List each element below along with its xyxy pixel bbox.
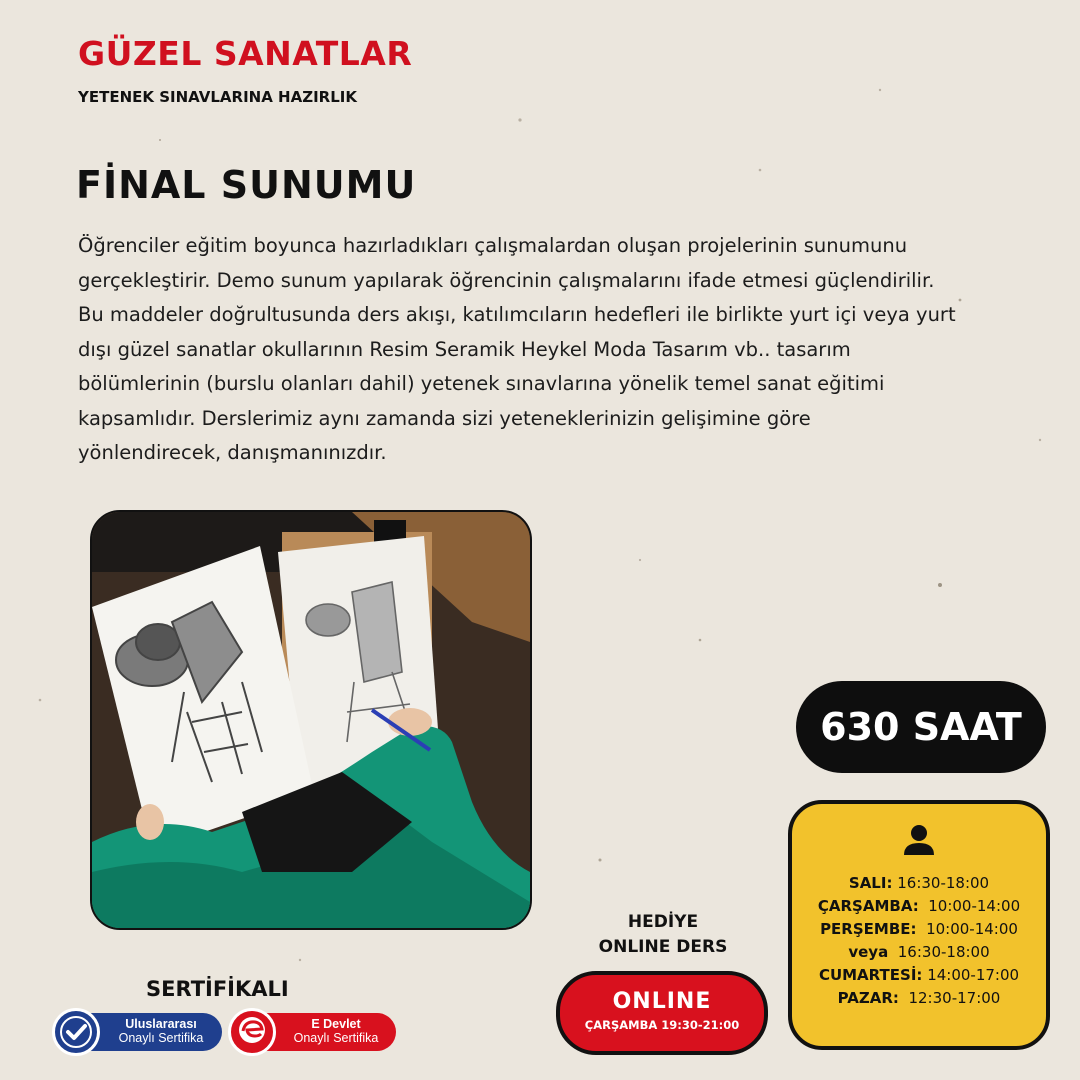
e-devlet-certificate-badge: E Devlet Onaylı Sertifika bbox=[246, 1013, 396, 1051]
total-hours-pill: 630 SAAT bbox=[796, 681, 1046, 773]
gift-online-lesson: HEDİYE ONLINE DERS bbox=[598, 912, 728, 957]
e-devlet-logo-icon bbox=[228, 1008, 276, 1056]
schedule-row: SALI: 16:30-18:00 bbox=[848, 874, 990, 892]
section-title: FİNAL SUNUMU bbox=[76, 163, 417, 207]
certificate-title: SERTİFİKALI bbox=[146, 977, 289, 1001]
international-certificate-badge: Uluslararası Onaylı Sertifika bbox=[70, 1013, 222, 1051]
schedule-list bbox=[792, 872, 1046, 1010]
online-label: ONLINE bbox=[612, 989, 712, 1014]
schedule-row: PAZAR: 12:30-17:00 bbox=[837, 989, 1001, 1007]
brand-subtitle: YETENEK SINAVLARINA HAZIRLIK bbox=[78, 88, 357, 106]
schedule-row: ÇARŞAMBA: 10:00-14:00 bbox=[817, 897, 1021, 915]
user-icon bbox=[902, 824, 936, 856]
brand-title: GÜZEL SANATLAR bbox=[78, 34, 413, 73]
online-class-button[interactable] bbox=[556, 971, 768, 1055]
schedule-row: PERŞEMBE: 10:00-14:00 bbox=[820, 920, 1018, 938]
drawing-photo bbox=[90, 510, 532, 930]
checkmark-icon bbox=[52, 1008, 100, 1056]
schedule-row: CUMARTESİ: 14:00-17:00 bbox=[818, 966, 1020, 984]
section-description: Öğrenciler eğitim boyunca hazırladıkları çalışmalardan oluşan projelerinin sunumunu gerçekleştirir. Demo sunum yapılarak öğrencinin çalışmalarını ifade etmesi güçlendirilir. Bu maddeler doğrultusunda ders akışı, katılımcıların hedefleri ile birlikte yurt içi veya yurt dışı güzel sanatlar okullarının Resim Seramik Heykel Moda Tasarım vb.. tasarım bölümlerinin (burslu olanları dahil) yetenek sınavlarına yönelik temel sanat eğitimi kapsamlıdır. Derslerimiz aynı zamanda sizi yeteneklerinizin gelişimine göre yönlendirecek, danışmanınızdır. bbox=[78, 234, 956, 464]
schedule-card bbox=[788, 800, 1050, 1050]
schedule-row: veya 16:30-18:00 bbox=[848, 943, 990, 961]
online-time: ÇARŞAMBA 19:30-21:00 bbox=[584, 1018, 740, 1032]
